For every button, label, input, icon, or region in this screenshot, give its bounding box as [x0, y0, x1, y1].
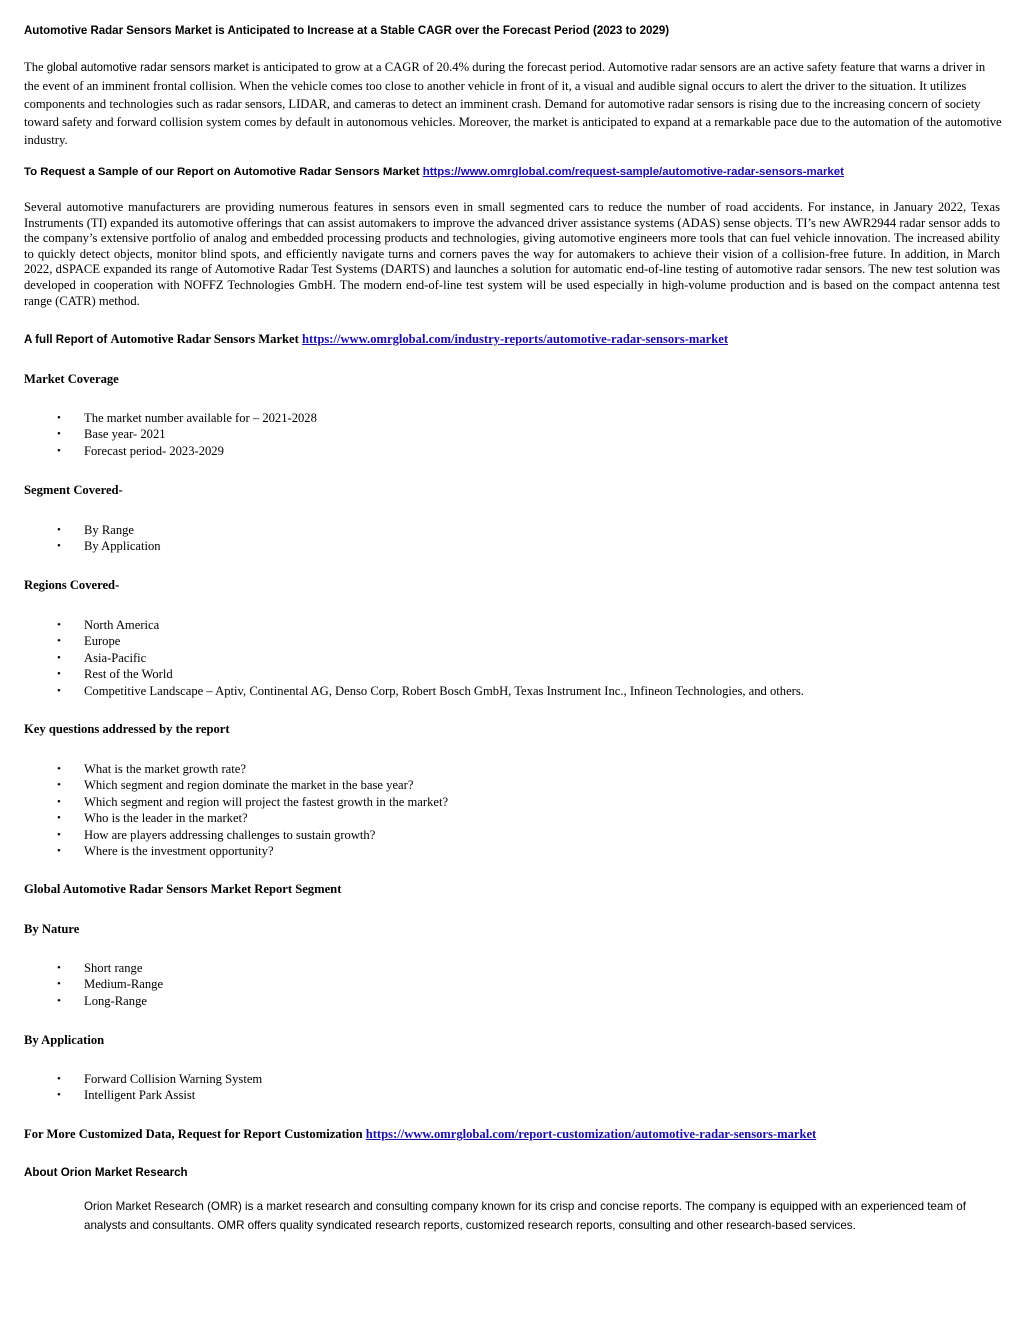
- intro-text: is anticipated to grow at a CAGR of 20.4% during the forecast period. Automotive radar sensors are an active safety feature that warns a driver in the event of an imminent frontal collision. When the vehicle comes too close to another vehicle in front of it, a visual and audible signal occurs to alert the driver to the situation. It utilizes components and technologies such as radar sensors, LIDAR, and cameras to detect an imminent crash. Demand for automotive radar sensors is rising due to the increasing concern of society toward safety and forward collision system comes by default in autonomous vehicles. Moreover, the market is anticipated to expand at a remarkable pace due to the automation of the automotive industry.: [24, 60, 1002, 147]
- full-report-line: [24, 332, 728, 347]
- list-item: • The market number available for – 2021-2028: [24, 410, 317, 426]
- full-report-link[interactable]: https://www.omrglobal.com/industry-reports/automotive-radar-sensors-market: [301, 332, 729, 346]
- market-coverage-heading: Market Coverage: [24, 372, 119, 386]
- list-item: • Which segment and region dominate the market in the base year?: [24, 777, 448, 793]
- list-item: • Where is the investment opportunity?: [24, 843, 448, 859]
- list-item: • Forecast period- 2023-2029: [24, 443, 317, 459]
- list-item: • Europe: [24, 633, 804, 649]
- list-item: • By Application: [24, 538, 161, 554]
- list-item: • Asia-Pacific: [24, 650, 804, 666]
- document-title: Automotive Radar Sensors Market is Anticipated to Increase at a Stable CAGR over the Forecast Period (2023 to 2029): [24, 25, 670, 37]
- by-nature-list: [24, 960, 163, 1009]
- about-paragraph: Orion Market Research (OMR) is a market research and consulting company known for its crisp and concise reports. The company is equipped with an experienced team of analysts and consultants. OMR offers quality syndicated research reports, customized research reports, consulting and other research-based services.: [84, 1200, 966, 1232]
- report-segment-heading: Global Automotive Radar Sensors Market Report Segment: [24, 882, 342, 896]
- list-item: • What is the market growth rate?: [24, 761, 448, 777]
- list-item: • Which segment and region will project the fastest growth in the market?: [24, 794, 448, 810]
- list-item: • Long-Range: [24, 993, 163, 1009]
- intro-lead: The: [24, 60, 47, 74]
- segment-covered-heading: Segment Covered-: [24, 483, 123, 497]
- list-item: • North America: [24, 617, 804, 633]
- by-nature-heading: By Nature: [24, 922, 80, 936]
- key-questions-heading: Key questions addressed by the report: [24, 722, 230, 736]
- sample-request-line: [24, 166, 844, 178]
- key-questions-list: [24, 761, 448, 859]
- customization-label: For More Customized Data, Request for Report Customization: [24, 1127, 366, 1141]
- list-item: • Competitive Landscape – Aptiv, Continental AG, Denso Corp, Robert Bosch GmbH, Texas Instrument Inc., Infineon Technologies, and others.: [24, 683, 804, 699]
- list-item: • Medium-Range: [24, 976, 163, 992]
- customization-link[interactable]: https://www.omrglobal.com/report-customization/automotive-radar-sensors-market: [365, 1127, 817, 1141]
- list-item: • Forward Collision Warning System: [24, 1071, 262, 1087]
- list-item: • How are players addressing challenges to sustain growth?: [24, 827, 448, 843]
- customization-line: [24, 1127, 816, 1142]
- market-coverage-list: [24, 410, 317, 459]
- sample-request-link[interactable]: https://www.omrglobal.com/request-sample/automotive-radar-sensors-market: [422, 166, 844, 178]
- full-report-label-a: A full Report of: [24, 333, 111, 346]
- list-item: • Who is the leader in the market?: [24, 810, 448, 826]
- sample-request-label: To Request a Sample of our Report on Automotive Radar Sensors Market: [24, 166, 423, 178]
- by-application-heading: By Application: [24, 1033, 105, 1047]
- regions-covered-heading: Regions Covered-: [24, 578, 120, 592]
- intro-term: global automotive radar sensors market: [46, 62, 249, 74]
- manufacturers-paragraph: Several automotive manufacturers are providing numerous features in sensors even in small segmented cars to reduce the number of road accidents. For instance, in January 2022, Texas Instruments (TI) expanded its automotive offerings that can assist automakers to improve the advanced driver assistance systems (ADAS) sense objects. TI’s new AWR2944 radar sensor adds to the company’s extensive portfolio of analog and embedded processing products and technologies, giving automotive engineers more tools that can fuel vehicle innovation. The increased ability to quickly detect objects, monitor blind spots, and efficiently navigate turns and corners paves the way for automakers to achieve their vision of a collision-free future. In addition, in March 2022, dSPACE expanded its range of Automotive Radar Test Systems (DARTS) and launches a solution for automatic end-of-line testing of automotive radar sensors. The new test solution was developed in cooperation with NOFFZ Technologies GmbH. The modern end-of-line test system will be used especially in high-volume production and is based on the compact antenna test range (CATR) method.: [24, 200, 1000, 308]
- about-heading: About Orion Market Research: [24, 1166, 188, 1179]
- intro-paragraph: [24, 58, 1002, 149]
- list-item: • Base year- 2021: [24, 426, 317, 442]
- list-item: • By Range: [24, 522, 161, 538]
- list-item: • Rest of the World: [24, 666, 804, 682]
- list-item: • Intelligent Park Assist: [24, 1087, 262, 1103]
- segment-covered-list: [24, 522, 161, 555]
- full-report-label-b: Automotive Radar Sensors Market: [110, 332, 302, 346]
- by-application-list: [24, 1071, 262, 1104]
- regions-covered-list: [24, 617, 804, 699]
- list-item: • Short range: [24, 960, 163, 976]
